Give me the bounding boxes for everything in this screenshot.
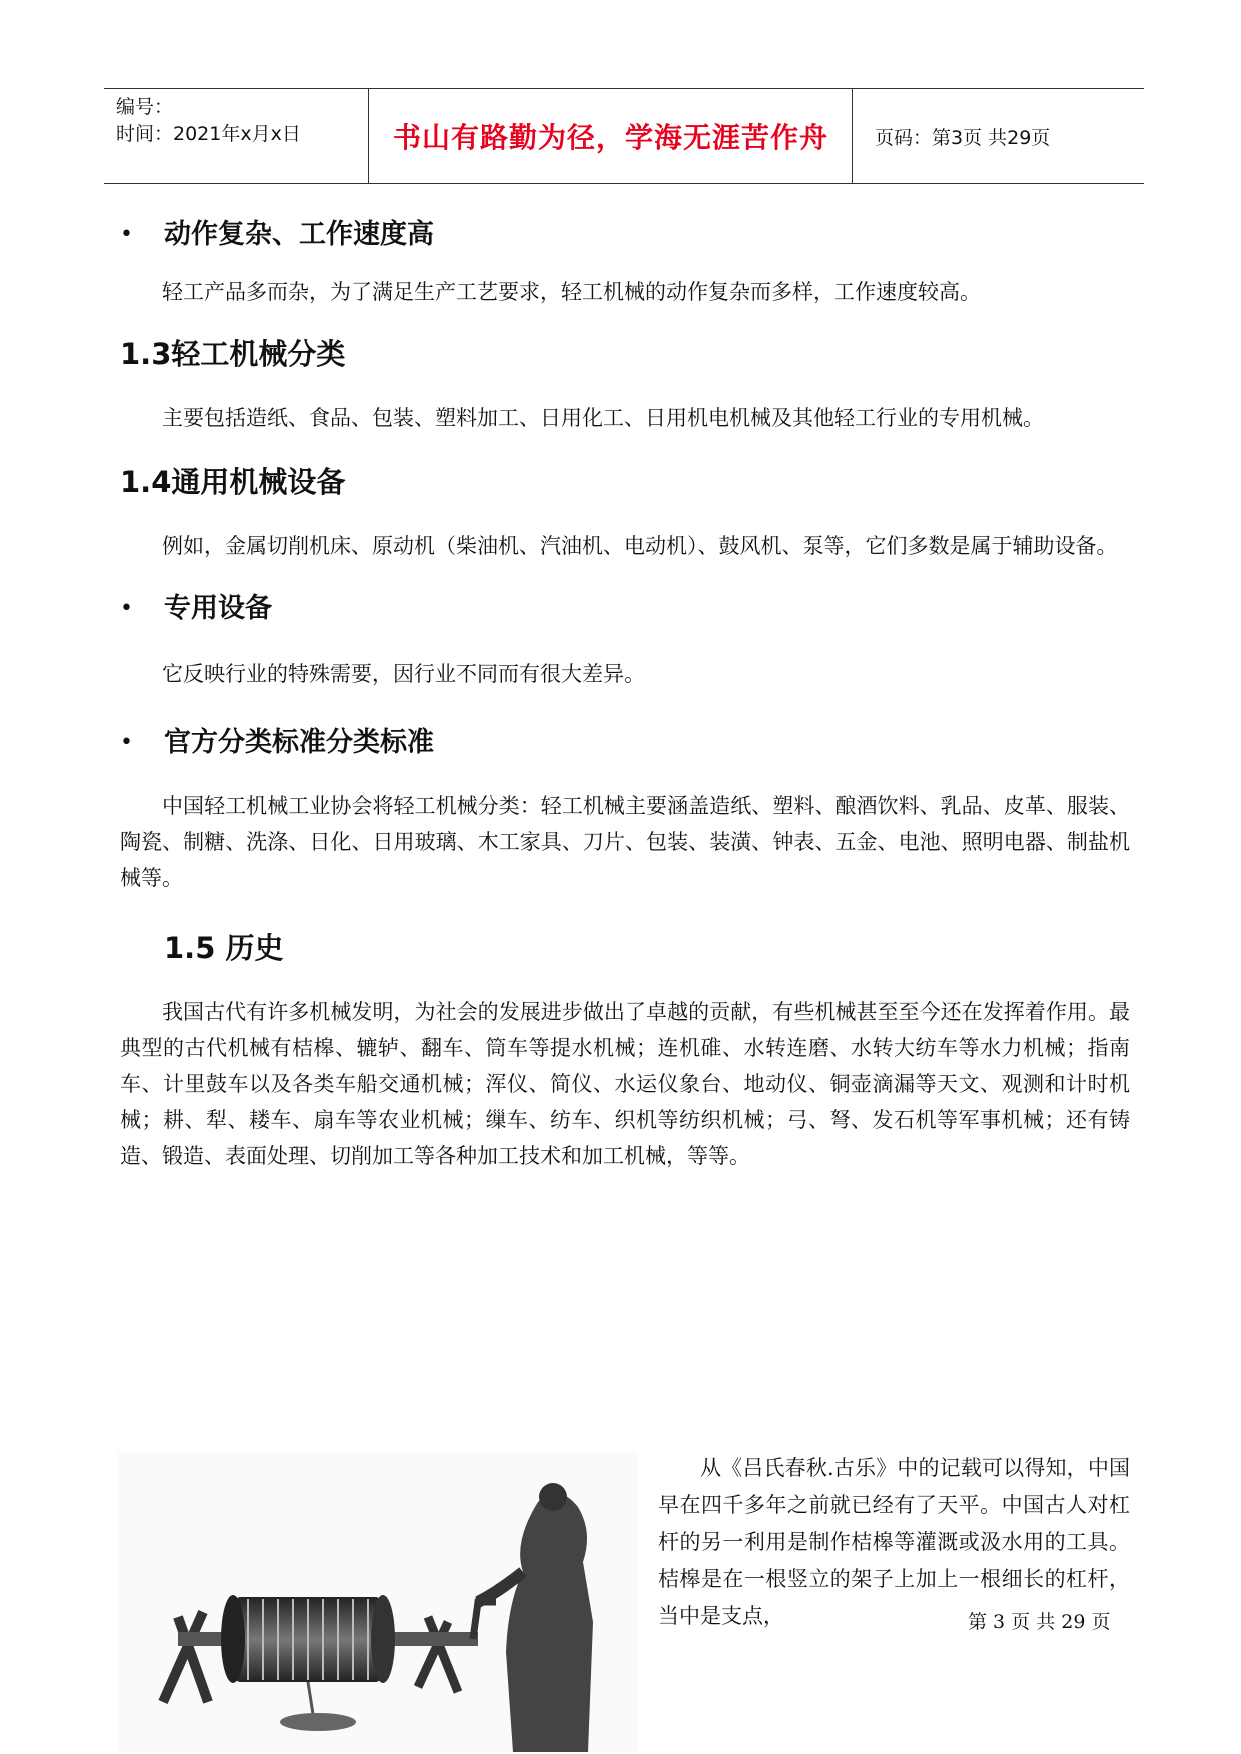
header-motto: 书山有路勤为径，学海无涯苦作舟 — [368, 89, 853, 183]
side-paragraph-lever: 从《吕氏春秋.古乐》中的记载可以得知，中国早在四千多年之前就已经有了天平。中国古人对杠杆的另一利用是制作桔槔等灌溉或汲水用的工具。桔槔是在一根竖立的架子上加上一根细长的杠杆，当中是支点， — [658, 1456, 1130, 1628]
document-body — [120, 210, 1130, 1174]
document-time-label: 时间：2021年x月x日 — [116, 123, 301, 145]
paragraph-official-standard: 中国轻工机械工业协会将轻工机械分类：轻工机械主要涵盖造纸、塑料、酿酒饮料、乳品、皮革、服装、陶瓷、制糖、洗涤、日化、日用玻璃、木工家具、刀片、包装、装潢、钟表、五金、电池、照明电器、制盐机械等。 — [120, 794, 1130, 890]
bullet-heading-official-standard: • 官方分类标准分类标准 — [120, 718, 1130, 768]
section-heading-1-3: 1.3轻工机械分类 — [120, 337, 346, 371]
paragraph-1-3: 主要包括造纸、食品、包装、塑料加工、日用化工、日用机电机械及其他轻工行业的专用机械。 — [162, 406, 1044, 430]
header-page-info: 页码：第3页 共29页 — [875, 126, 1051, 149]
paragraph-history: 我国古代有许多机械发明，为社会的发展进步做出了卓越的贡献，有些机械甚至至今还在发挥着作用。最典型的古代机械有桔槔、辘轳、翻车、筒车等提水机械；连机碓、水转连磨、水转大纺车等水力机械；指南车、计里鼓车以及各类车船交通机械；浑仪、简仪、水运仪象台、地动仪、铜壶滴漏等天文、观测和计时机械；耕、犁、耧车、扇车等农业机械；缫车、纺车、织机等纺织机械；弓、弩、发石机等军事机械；还有铸造、锻造、表面处理、切削加工等各种加工技术和加工机械，等等。 — [120, 1000, 1130, 1168]
bullet-icon: • — [120, 596, 133, 621]
section-heading-1-4: 1.4通用机械设备 — [120, 465, 346, 499]
header-meta — [116, 89, 366, 183]
bullet-icon: • — [120, 222, 133, 247]
ancient-windlass-illustration — [118, 1452, 638, 1752]
bullet-icon: • — [120, 730, 133, 755]
bullet-heading-complex-actions: • 动作复杂、工作速度高 — [120, 210, 1130, 260]
paragraph-special-equipment: 它反映行业的特殊需要，因行业不同而有很大差异。 — [162, 662, 645, 686]
bullet-heading-special-equipment: • 专用设备 — [120, 584, 1130, 634]
paragraph-1-4: 例如，金属切削机床、原动机（柴油机、汽油机、电动机）、鼓风机、泵等，它们多数是属于辅助设备。 — [162, 534, 1118, 558]
page-footer: 第 3 页 共 29 页 — [968, 1611, 1111, 1633]
page-header — [104, 88, 1144, 184]
section-heading-1-5: 1.5 历史 — [164, 931, 284, 965]
document-number-label: 编号： — [116, 96, 174, 118]
paragraph-complex-actions: 轻工产品多而杂，为了满足生产工艺要求，轻工机械的动作复杂而多样，工作速度较高。 — [162, 280, 981, 304]
